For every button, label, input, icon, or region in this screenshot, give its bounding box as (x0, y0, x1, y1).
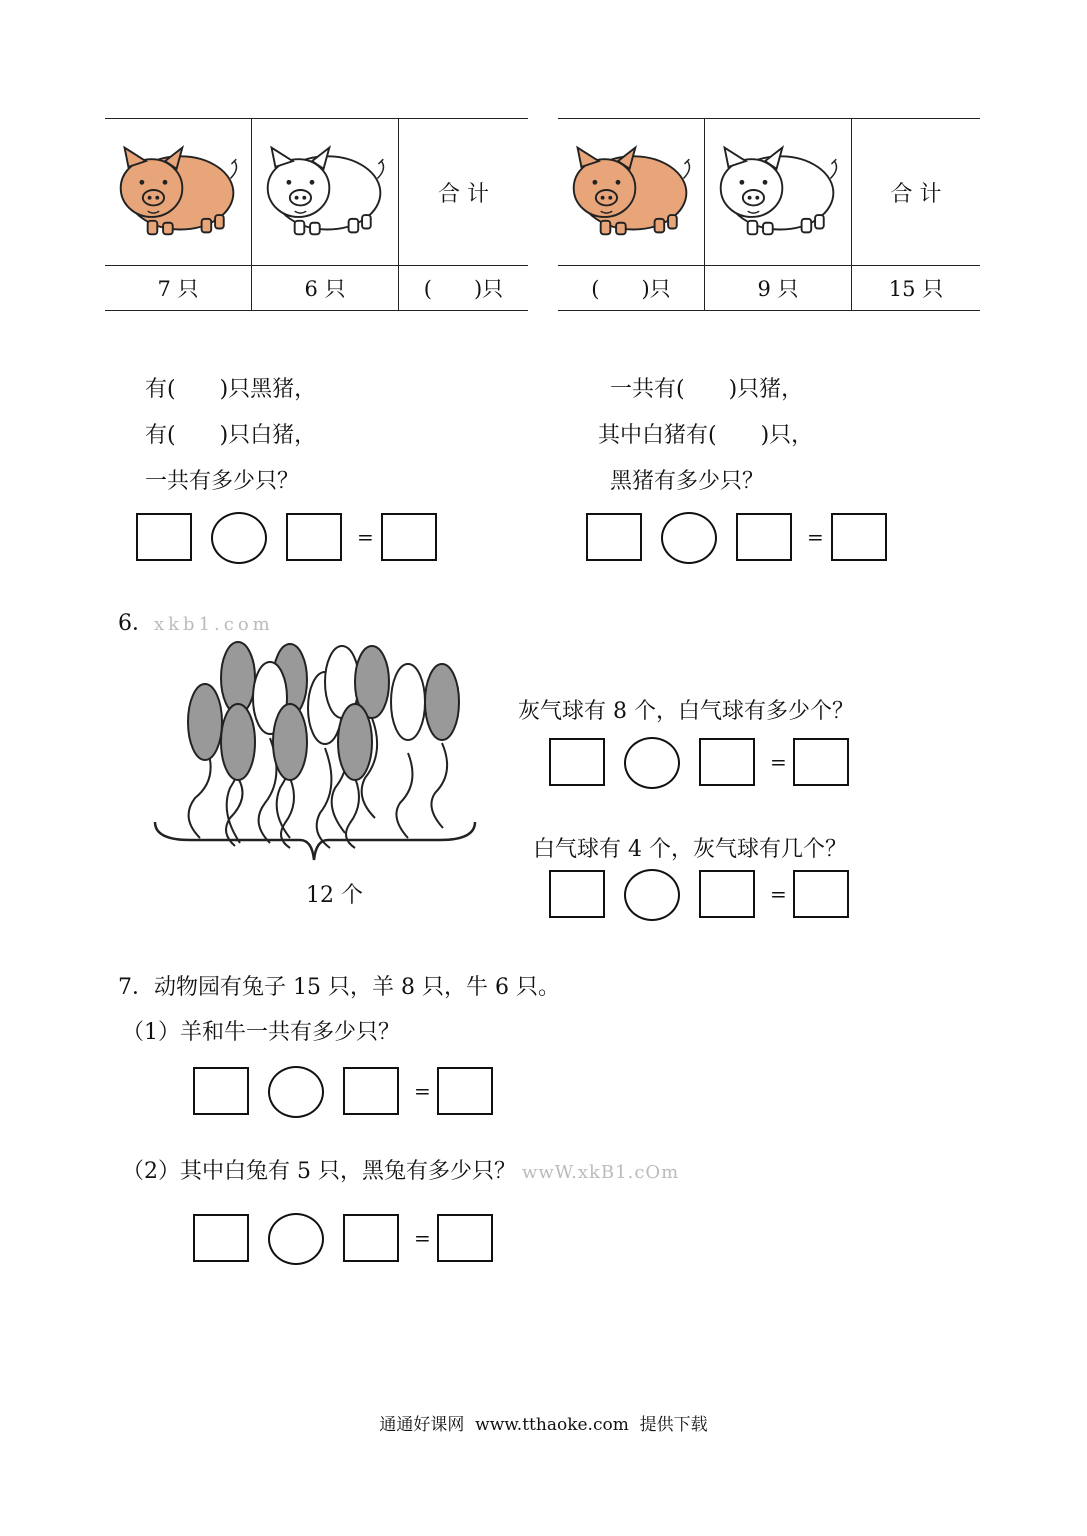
operator-circle[interactable] (624, 869, 680, 921)
brace-label: 12 个 (306, 883, 363, 908)
white-pig-image (260, 138, 390, 242)
black-pig-cell (105, 119, 252, 266)
q7-part2: （2）其中白兔有 5 只，黑兔有多少只？ (122, 1159, 516, 1184)
pig-table-left (105, 118, 528, 311)
white-pig-image (713, 138, 843, 242)
answer-box[interactable] (343, 1067, 399, 1115)
q5-right-line1: 一共有( )只猪， (610, 377, 804, 402)
q6-question2: 白气球有 4 个，灰气球有几个？ (533, 837, 847, 862)
answer-box[interactable] (286, 513, 342, 561)
answer-box[interactable] (193, 1214, 249, 1262)
pig-table-right (558, 118, 980, 311)
answer-box[interactable] (549, 738, 605, 786)
q7-title: 7．动物园有兔子 15 只，羊 8 只，牛 6 只。 (118, 975, 560, 1000)
answer-box[interactable] (793, 738, 849, 786)
operator-circle[interactable] (661, 512, 717, 564)
black-pig-image (113, 138, 243, 242)
total-header: 合 计 (399, 119, 529, 266)
footer-text: 通通好课网 www.tthaoke.com 提供下载 (379, 1415, 708, 1435)
answer-box[interactable] (586, 513, 642, 561)
black-pig-image (566, 138, 696, 242)
answer-box[interactable] (699, 870, 755, 918)
q5-right-line2: 其中白猪有( )只， (598, 423, 814, 448)
operator-circle[interactable] (268, 1213, 324, 1265)
watermark-text: xkb1.com (154, 614, 274, 635)
q7-part1: （1）羊和牛一共有多少只？ (122, 1020, 400, 1045)
answer-box[interactable] (437, 1214, 493, 1262)
white-pig-cell (252, 119, 399, 266)
total-count: ( )只 (399, 266, 529, 311)
q6-number (118, 606, 274, 637)
answer-box[interactable] (136, 513, 192, 561)
answer-box[interactable] (437, 1067, 493, 1115)
q5-left-line3: 一共有多少只？ (145, 469, 300, 494)
white-pig-count: 9 只 (705, 266, 852, 311)
answer-box[interactable] (193, 1067, 249, 1115)
equals-sign: = (770, 882, 787, 906)
q5-right-line3: 黑猪有多少只？ (610, 469, 765, 494)
operator-circle[interactable] (268, 1066, 324, 1118)
q5-left-line1: 有( )只黑猪， (145, 377, 317, 402)
answer-box[interactable] (549, 870, 605, 918)
total-count: 15 只 (852, 266, 981, 311)
answer-box[interactable] (831, 513, 887, 561)
white-pig-cell (705, 119, 852, 266)
q5-left-line2: 有( )只白猪， (145, 423, 317, 448)
black-pig-count: 7 只 (105, 266, 252, 311)
curly-brace (150, 820, 480, 865)
answer-box[interactable] (699, 738, 755, 786)
black-pig-count: ( )只 (558, 266, 705, 311)
total-header: 合 计 (852, 119, 981, 266)
equals-sign: = (807, 525, 824, 549)
equals-sign: = (414, 1079, 431, 1103)
equals-sign: = (414, 1226, 431, 1250)
q6-number-text: 6． (118, 611, 154, 636)
equals-sign: = (357, 525, 374, 549)
answer-box[interactable] (381, 513, 437, 561)
answer-box[interactable] (736, 513, 792, 561)
watermark-text: wwW.xkB1.cOm (521, 1162, 680, 1183)
operator-circle[interactable] (211, 512, 267, 564)
q6-question1: 灰气球有 8 个，白气球有多少个？ (518, 699, 854, 724)
black-pig-cell (558, 119, 705, 266)
q7-part2-line (122, 1154, 679, 1185)
answer-box[interactable] (793, 870, 849, 918)
operator-circle[interactable] (624, 737, 680, 789)
white-pig-count: 6 只 (252, 266, 399, 311)
answer-box[interactable] (343, 1214, 399, 1262)
equals-sign: = (770, 750, 787, 774)
